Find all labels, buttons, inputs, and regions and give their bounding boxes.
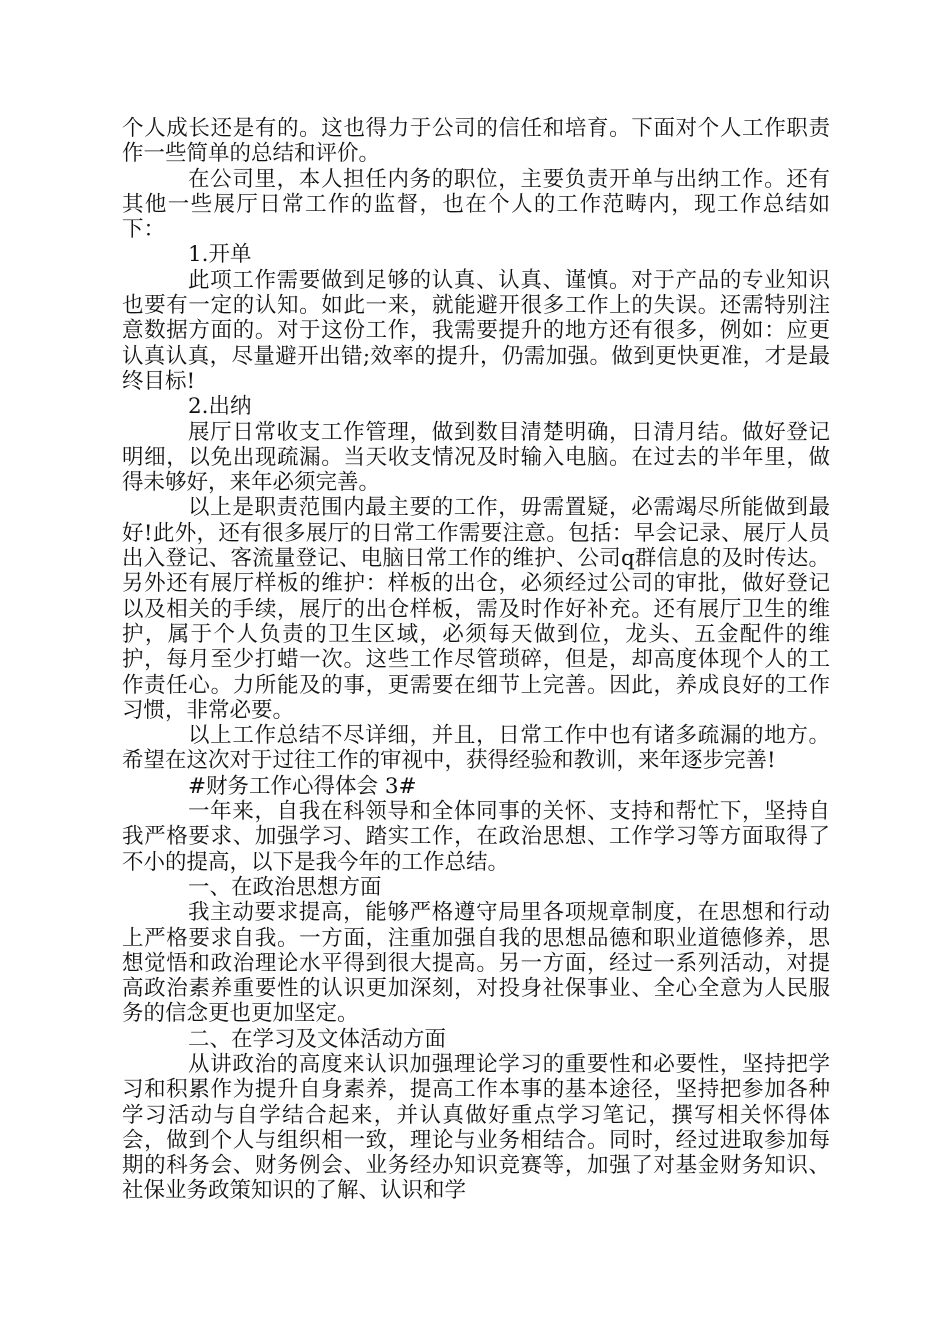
section-title: #财务工作心得体会 3# (188, 773, 417, 799)
heading-billing: 1.开单 (188, 242, 252, 268)
paragraph-showroom-duties: 以上是职责范围内最主要的工作，毋需置疑，必需竭尽所能做到最好!此外，还有很多展厅的日常工作需要注意。包括：早会记录、展厅人员出入登记、客流量登记、电脑日常工作的维护、公司q群信息的及时传达。另外还有展厅样板的维护：样板的出仓，必须经过公司的审批，做好登记以及相关的手续，展厅的出仓样板，需及时作好补充。还有展厅卫生的维护，属于个人负责的卫生区域，必须每天做到位，龙头、五金配件的维护，每月至少打蜡一次。这些工作尽管琐碎，但是，却高度体现个人的工作责任心。力所能及的事，更需要在细节上完善。因此，养成良好的工作习惯，非常必要。 (122, 495, 830, 723)
paragraph-job-duties: 在公司里，本人担任内务的职位，主要负责开单与出纳工作。还有其他一些展厅日常工作的监督，也在个人的工作范畴内，现工作总结如下： (122, 166, 830, 243)
paragraph-political: 我主动要求提高，能够严格遵守局里各项规章制度，在思想和行动上严格要求自我。一方面，注重加强自我的思想品德和职业道德修养，思想觉悟和政治理论水平得到很大提高。另一方面，经过一系列活动，对提高政治素养重要性的认识更加深刻，对投身社保事业、全心全意为人民服务的信念更也更加坚定。 (122, 900, 830, 1027)
paragraph-summary-closing: 以上工作总结不尽详细，并且，日常工作中也有诸多疏漏的地方。希望在这次对于过往工作的审视中，获得经验和教训，来年逐步完善! (122, 723, 830, 774)
heading-political: 一、在政治思想方面 (188, 874, 382, 900)
paragraph-continuation: 个人成长还是有的。这也得力于公司的信任和培育。下面对个人工作职责作一些简单的总结和评价。 (122, 116, 830, 167)
paragraph-cashier: 展厅日常收支工作管理，做到数目清楚明确，日清月结。做好登记明细，以免出现疏漏。当天收支情况及时输入电脑。在过去的半年里，做得未够好，来年必须完善。 (122, 419, 830, 496)
heading-cashier: 2.出纳 (188, 394, 252, 420)
paragraph-year-intro: 一年来，自我在科领导和全体同事的关怀、支持和帮忙下，坚持自我严格要求、加强学习、踏实工作，在政治思想、工作学习等方面取得了不小的提高，以下是我今年的工作总结。 (122, 799, 830, 875)
paragraph-billing: 此项工作需要做到足够的认真、认真、谨慎。对于产品的专业知识也要有一定的认知。如此一来，就能避开很多工作上的失误。还需特别注意数据方面的。对于这份工作，我需要提升的地方还有很多，例如：应更认真认真，尽量避开出错;效率的提升，仍需加强。做到更快更准，才是最终目标! (122, 267, 830, 394)
paragraph-study: 从讲政治的高度来认识加强理论学习的重要性和必要性，坚持把学习和积累作为提升自身素养，提高工作本事的基本途径，坚持把参加各种学习活动与自学结合起来，并认真做好重点学习笔记，撰写相关怀得体会，做到个人与组织相一致，理论与业务相结合。同时，经过进取参加每期的科务会、财务例会、业务经办知识竞赛等，加强了对基金财务知识、社保业务政策知识的了解、认识和学 (122, 1051, 830, 1204)
heading-study: 二、在学习及文体活动方面 (188, 1026, 447, 1052)
document-body (122, 116, 830, 1204)
